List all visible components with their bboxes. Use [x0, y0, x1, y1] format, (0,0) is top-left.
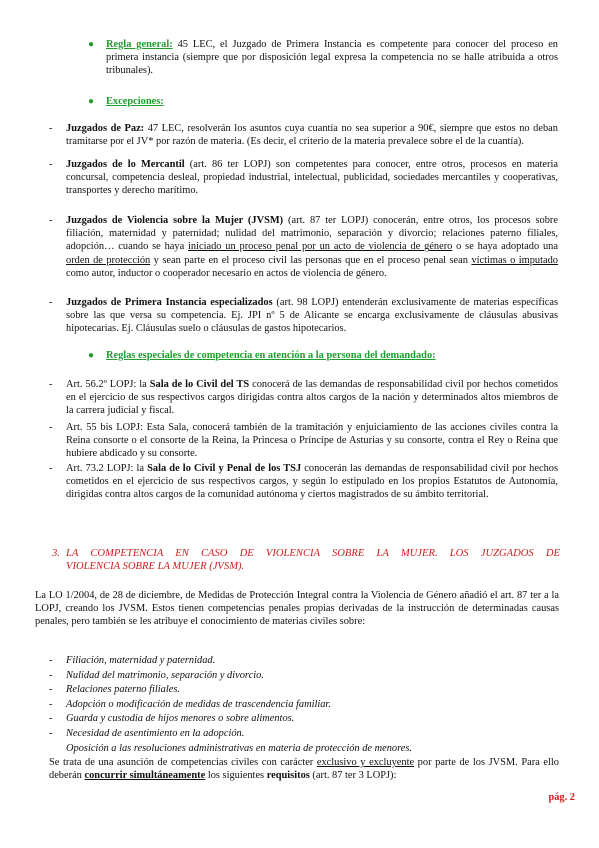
art-56-body: conocerá de las demandas de responsabilidad civil por hechos cometidos en el ejercicio de sus respectivos cargos dirigidas contra altos cargos de la nación y determinados altos miembros de la carrera judicial y fiscal. [66, 379, 558, 417]
juzgados-violencia-label: Juzgados de Violencia sobre la Mujer (JVSM) [66, 215, 284, 226]
juzgados-violencia-body-4: como autor, inductor o cooperador necesario en actos de violencia de género. [66, 267, 387, 279]
art-73-bold: Sala de lo Civil y Penal de los TSJ [147, 463, 302, 474]
section-3-title-line1: LA COMPETENCIA EN CASO DE VIOLENCIA SOBRE LA MUJER. LOS JUZGADOS DE [66, 548, 560, 559]
page-number: pág. 2 [548, 792, 575, 803]
juzgados-paz-text [66, 122, 558, 148]
materia-text: Adopción o modificación de medidas de trascendencia familiar. [66, 698, 331, 710]
juzgados-violencia-body-2: o se haya adoptado una [452, 241, 558, 253]
closing-t1: Se trata de una asunción de competencias civiles con carácter [49, 757, 317, 768]
art-73-body: conocerán las demandas de responsabilidad civil por hechos cometidos en el ejercicio de sus respectivos cargos, y según lo estipulado en los propios Estatutos de Autonomía, dirigidas contra altos cargos de la comunidad autónoma y ciertos magistrados de su ámbito territorial. [66, 463, 558, 501]
juzgados-violencia-underline-3: víctimas o imputado [471, 254, 558, 266]
dash-marker: - [49, 159, 53, 170]
art-56-text [66, 378, 558, 418]
closing-t3: los siguientes [205, 770, 267, 782]
section-3-number: 3. [52, 548, 60, 559]
closing-t2: por parte de los JVSM. Para ello deberán [49, 757, 559, 782]
materia-text: Filiación, maternidad y paternidad. [66, 655, 216, 666]
reglas-especiales-text [106, 349, 436, 362]
excepciones-label: Excepciones: [106, 96, 164, 107]
bullet-dot-icon: ● [88, 96, 95, 107]
dash-marker: - [49, 463, 53, 474]
dash-marker: - [49, 669, 53, 681]
juzgados-violencia-underline-1: iniciado un proceso penal por un acto de violencia de género [188, 241, 453, 253]
bullet-dot-icon: ● [88, 350, 95, 361]
dash-marker: - [49, 728, 53, 739]
juzgados-violencia-text [66, 214, 558, 280]
materia-text: Relaciones paterno filiales. [66, 684, 180, 696]
closing-u1: exclusivo y excluyente [316, 757, 415, 768]
juzgados-mercantil-label: Juzgados de lo Mercantil [66, 159, 185, 170]
dash-marker: - [49, 713, 53, 725]
regla-general-label: Regla general: [106, 39, 173, 50]
juzgados-primera-text [66, 296, 558, 336]
regla-general-text [106, 38, 558, 78]
juzgados-primera-body: (art. 98 LOPJ) entenderán exclusivamente de materias específicas sobre las que versa su competencia. Ej. JPI nº 5 de Alicante se encarga exclusivamente de cláusulas abusivas hipotecarias. Ej. Cláusulas suelo o cláusulas de gastos hipotecarios. [66, 297, 558, 335]
juzgados-violencia-underline-2: orden de protección [66, 254, 151, 266]
dash-marker: - [49, 655, 53, 666]
closing-t4: (art. 87 ter 3 LOPJ): [309, 770, 397, 782]
art-56-pre: Art. 56.2º LOPJ: la [66, 379, 150, 390]
juzgados-violencia-body-1: (art. 87 ter LOPJ) conocerán, entre otros, los procesos sobre filiación, maternidad y paternidad; nulidad del matrimonio, separación y divorcio; relaciones paterno filiales, adopción… cuando se haya [66, 215, 558, 253]
art-55bis-text: Art. 55 bis LOPJ: Esta Sala, conocerá también de la tramitación y enjuiciamiento de las acciones civiles contra la Reina consorte o el consorte de la Reina, la Princesa o Príncipe de Asturias y su consorte, contra el Rey o Reina que hubiere abdicado y su consorte. [66, 422, 558, 460]
excepciones-text [106, 95, 164, 108]
art-73-text [66, 462, 558, 502]
reglas-especiales-label: Reglas especiales de competencia en atención a la persona del demandado: [106, 350, 436, 361]
art-73-pre: Art. 73.2 LOPJ: la [66, 463, 148, 474]
materia-text: Necesidad de asentimiento en la adopción. [66, 728, 245, 739]
materia-text: Guarda y custodia de hijos menores o sobre alimentos. [66, 713, 295, 725]
dash-marker: - [49, 684, 53, 696]
materia-text: Nulidad del matrimonio, separación y divorcio. [66, 669, 264, 681]
bullet-dot-icon: ● [88, 39, 95, 50]
juzgados-paz-body: 47 LEC, resolverán los asuntos cuya cuantía no sea superior a 90€, siempre que estos no deban tramitarse por el JV* por razón de materia. (Es decir, el criterio de la materia prevalece sobre el de la cuantía). [66, 123, 558, 148]
juzgados-violencia-body-3: y sean parte en el proceso civil las personas que en el proceso penal sean [150, 254, 472, 266]
closing-u2: concurrir simultáneamente [84, 770, 206, 782]
art-56-bold: Sala de lo Civil del TS [149, 379, 250, 390]
dash-marker: - [49, 297, 53, 308]
section-3-title-line2: VIOLENCIA SOBRE LA MUJER (JVSM). [66, 561, 245, 572]
dash-marker: - [49, 123, 53, 134]
intro-paragraph: La LO 1/2004, de 28 de diciembre, de Medidas de Protección Integral contra la Violencia de Género añadió el art. 87 ter a la LOPJ, creando los JVSM. Estos tienen competencias penales propias derivadas de la instrucción de determinadas causas penales, pero también se les atribuye el conocimiento de materias civiles sobre: [35, 590, 559, 628]
dash-marker: - [49, 698, 53, 710]
juzgados-paz-label: Juzgados de Paz: [66, 123, 145, 134]
regla-general-body: 45 LEC, el Juzgado de Primera Instancia es competente para conocer del proceso en primera instancia (siempre que por disposición legal expresa la competencia no se halle atribuida a otros tribunales). [106, 39, 558, 77]
dash-marker: - [49, 215, 53, 226]
closing-b3: requisitos [266, 770, 310, 782]
materia-extra-text: Oposición a las resoluciones administrativas en materia de protección de menores. [66, 742, 413, 754]
juzgados-mercantil-body: (art. 86 ter LOPJ) son competentes para conocer, entre otros, procesos en materia concursal, competencia desleal, propiedad industrial, intelectual, publicidad, sociedades mercantiles y cooperativas, transportes y derecho marítimo. [66, 159, 558, 197]
juzgados-primera-label: Juzgados de Primera Instancia especializados [66, 297, 273, 308]
dash-marker: - [49, 422, 53, 433]
dash-marker: - [49, 379, 53, 390]
juzgados-mercantil-text [66, 158, 558, 198]
closing-paragraph [49, 756, 559, 782]
